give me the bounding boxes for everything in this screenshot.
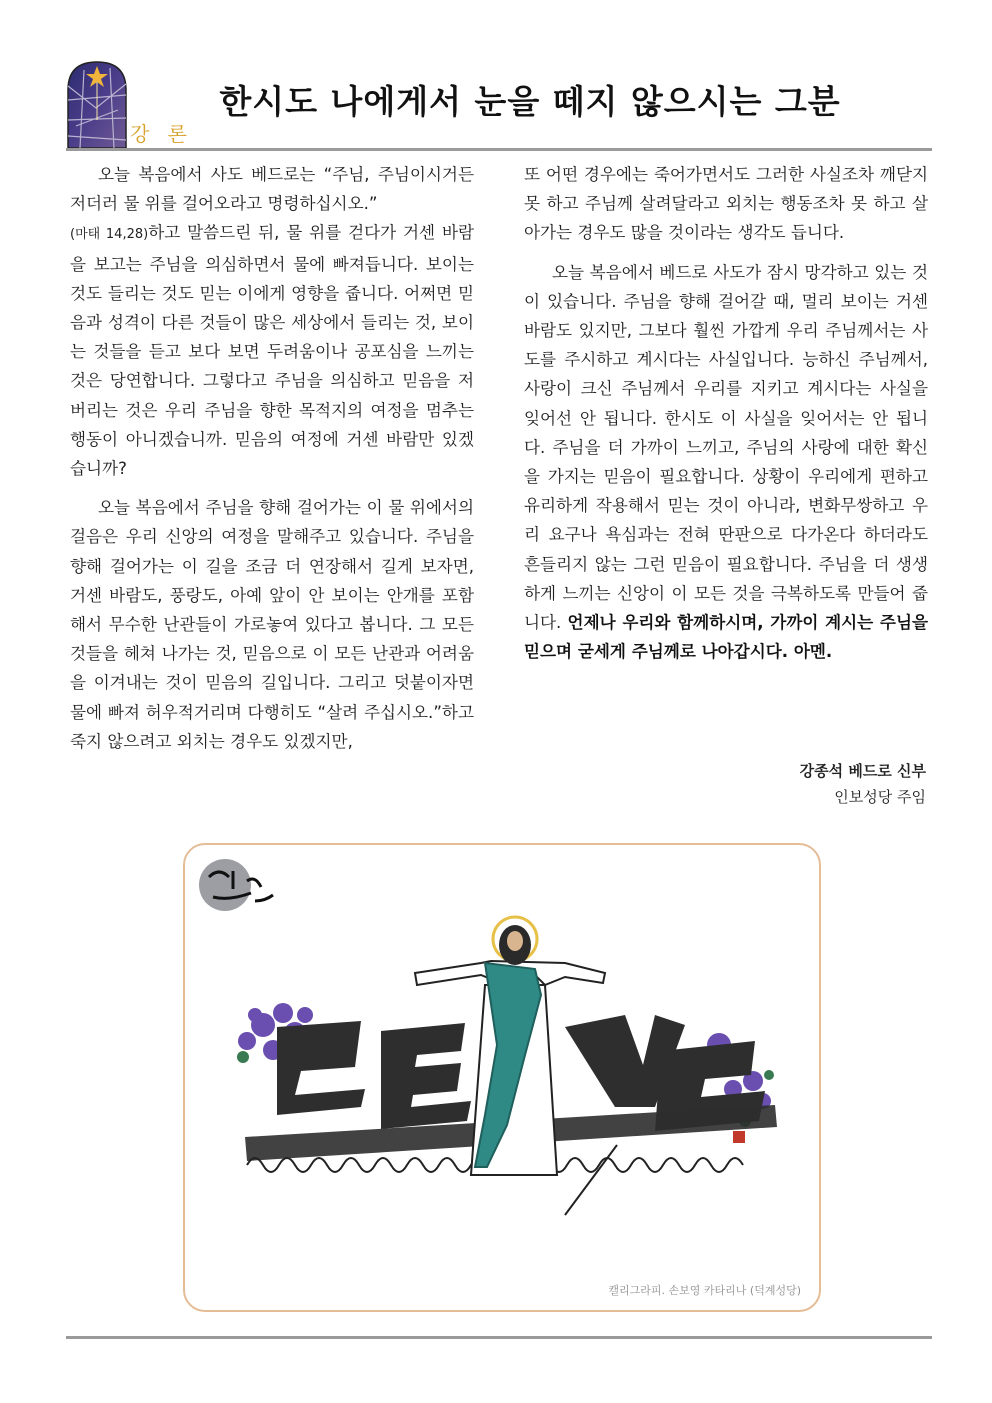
homily-text: 하고 말씀드린 뒤, 물 위를 걷다가 거센 바람을 보고는 주님을 의심하면서 물에 빠져듭니다. 보이는 것도 들리는 것도 믿는 이에게 영향을 줍니다. 어쩌면 믿음과 성격이 다른 것들이 많은 세상에서 들리는 것, 보이는 것들을 듣고 보다 보면 두려움이나 공포심을 느끼는 것은 당연합니다. 그렇다고 주님을 의심하고 믿음을 저버리는 것은 우리 주님을 향한 목적지의 여정을 멈추는 행동이 아니겠습니까. 믿음의 여정에 거센 바람만 있겠습니까?	[70, 223, 475, 479]
top-divider	[66, 148, 932, 151]
brush-tail-stroke	[565, 1145, 617, 1215]
calligraphy-artwork	[183, 843, 821, 1312]
homily-paragraph: 또 어떤 경우에는 죽어가면서도 그러한 사실조차 깨닫지 못 하고 주님께 살려달라고 외치는 행동조차 못 하고 살아가는 경우도 많을 것이라는 생각도 듭니다.	[524, 165, 928, 243]
author-block	[800, 758, 926, 810]
stamp-circle	[199, 859, 251, 911]
scripture-citation: (마태 14,28)	[70, 227, 149, 243]
homily-text: 오늘 복음에서 베드로 사도가 잠시 망각하고 있는 것이 있습니다. 주님을 향해 걸어갈 때, 멀리 보이는 거센 바람도 있지만, 그보다 훨씬 가깝게 우리 주님께서는 사도를 주시하고 계시다는 사실입니다. 능하신 주님께서, 사랑이 크신 주님께서 우리를 지키고 계시다는 사실을 잊어선 안 됩니다. 한시도 이 사실을 잊어서는 안 됩니다. 주님을 더 가까이 느끼고, 주님의 사랑에 대한 확신을 가지는 믿음이 필요합니다. 상황이 우리에게 편하고 유리하게 작용해서 믿는 것이 아니라, 변화무쌍하고 우리 요구나 욕심과는 전혀 딴판으로 다가온다 하더라도 흔들리지 않는 그런 믿음이 필요합니다. 주님을 더 생생하게 느끼는 신앙이 이 모든 것을 극복하도록 만들어 줍니다.	[524, 262, 928, 633]
homily-text: 오늘 복음에서 사도 베드로는 “주님, 주님이시거든 저더러 물 위를 걸어오라고 명령하십시오.”	[70, 165, 474, 214]
seal-stamp	[733, 1131, 745, 1143]
homily-left-column	[70, 160, 474, 756]
author-role: 인보성당 주임	[834, 788, 926, 806]
closing-exhortation: 언제나 우리와 함께하시며, 가까이 계시는 주님을 믿으며 굳세게 주님께로 나아갑시다. 아멘.	[524, 613, 929, 662]
homily-paragraph	[70, 160, 474, 483]
author-name: 강종석 베드로 신부	[799, 762, 926, 780]
section-label: 강 론	[130, 122, 193, 146]
bottom-divider	[66, 1336, 932, 1339]
artwork-credit: 캘리그라피. 손보영 카타리나 (덕계성당)	[608, 1284, 801, 1297]
page-title: 한시도 나에게서 눈을 떼지 않으시는 그분	[219, 82, 841, 121]
stained-glass-icon	[66, 60, 128, 148]
homily-right-column	[524, 160, 928, 666]
calligraphy-illustration	[185, 845, 819, 1310]
homily-paragraph	[524, 258, 928, 667]
homily-paragraph: 오늘 복음에서 주님을 향해 걸어가는 이 물 위에서의 걸음은 우리 신앙의 여정을 말해주고 있습니다. 주님을 향해 걸어가는 이 길을 조금 더 연장해서 길게 보자면, 거센 바람도, 풍랑도, 아예 앞이 안 보이는 안개를 포함해서 무수한 난관들이 가로놓여 있다고 봅니다. 그 모든 것들을 헤쳐 나가는 것, 믿음으로 이 모든 난관과 어려움을 이겨내는 것이 믿음의 길입니다. 그리고 덧붙이자면 물에 빠져 허우적거리며 다행히도 “살려 주십시오.”하고 죽지 않으려고 외치는 경우도 있겠지만,	[70, 498, 474, 751]
